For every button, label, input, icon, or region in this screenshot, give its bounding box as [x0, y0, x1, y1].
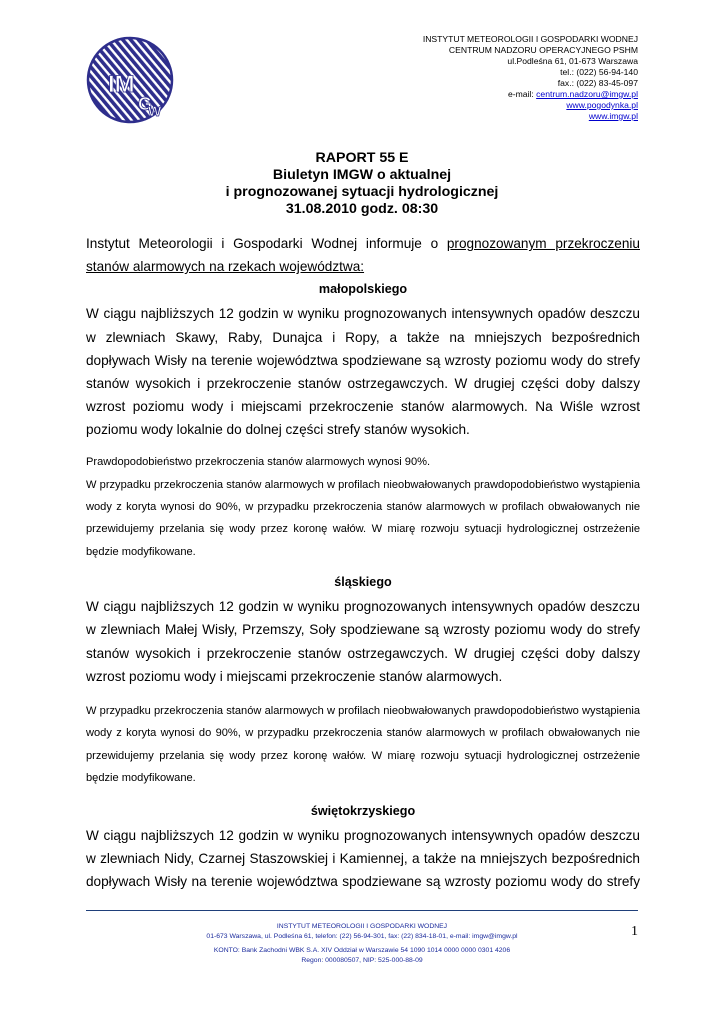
section-text-slaskie: W ciągu najbliższych 12 godzin w wyniku prognozowanych intensywnych opadów deszczu w zlewniach Małej Wisły, Przemszy, Soły spodziewane są wzrosty poziomu wody do strefy stanów wysokich i przekroczenie stanów ostrzegawczych. W drugiej części doby dalszy wzrost poziomu wody i miejscami przekroczenie stanów alarmowych.	[86, 599, 640, 684]
header-email-row	[278, 89, 638, 100]
header-fax: fax.: (022) 83-45-097	[557, 78, 638, 88]
header-address: ul.Podleśna 61, 01-673 Warszawa	[507, 56, 638, 66]
email-label: e-mail:	[507, 89, 537, 99]
header-phone: tel.: (022) 56-94-140	[560, 67, 638, 77]
report-date: 31.08.2010 godz. 08:30	[285, 201, 439, 217]
report-title	[86, 150, 638, 218]
section-heading-malopolskie: małopolskiego	[318, 282, 408, 297]
bulletin-subtitle: i prognozowanej sytuacji hydrologicznej	[225, 184, 499, 200]
logo-letter-g: G	[138, 94, 153, 114]
footer-account: KONTO: Bank Zachodni WBK S.A. XIV Oddział w Warszawie 54 1090 1014 0000 0000 0301 4206	[213, 947, 511, 954]
report-body	[86, 232, 640, 893]
intro-paragraph	[86, 232, 640, 278]
footer-regon: Regon: 000080507, NIP: 525-000-88-09	[301, 956, 423, 964]
header-line: CENTRUM NADZORU OPERACYJNEGO PSHM	[448, 45, 638, 55]
email-link[interactable]: centrum.nadzoru@imgw.pl	[536, 89, 638, 99]
section-heading-slaskie: śląskiego	[334, 575, 392, 590]
imgw-link[interactable]: www.imgw.pl	[588, 111, 638, 121]
logo-letter-w: W	[148, 103, 162, 119]
section-heading-swietokrzyskie: świętokrzyskiego	[310, 803, 416, 818]
section-text-malopolskie: W ciągu najbliższych 12 godzin w wyniku prognozowanych intensywnych opadów deszczu w zlewniach Skawy, Raby, Dunajca i Ropy, a także na mniejszych bezpośrednich dopływach Wisły na terenie województwa spodziewane są wzrosty poziomu wody do strefy stanów wysokich i przekroczenie stanów ostrzegawczych. W drugiej części doby dalszy wzrost poziomu wody i miejscami przekroczenie stanów alarmowych. Na Wiśle wzrost poziomu wody lokalnie do dolnej części strefy stanów wysokich.	[86, 306, 640, 438]
institution-header	[278, 34, 638, 122]
page-footer	[86, 922, 638, 965]
report-number: RAPORT 55 E	[315, 150, 409, 166]
footer-divider	[86, 910, 638, 911]
imgw-logo	[86, 36, 174, 124]
logo-letters-im: IM	[108, 71, 135, 98]
section-note-slaskie: W przypadku przekroczenia stanów alarmowych w profilach nieobwałowanych prawdopodobieństwo wystąpienia wody z koryta wynosi do 90%, w przypadku przekroczenia stanów alarmowych w profilach obwałowanych nie przewidujemy przelania się wody przez koronę wałów. W miarę rozwoju sytuacji hydrologicznej ostrzeżenie będzie modyfikowane.	[86, 705, 640, 785]
pogodynka-link[interactable]: www.pogodynka.pl	[566, 100, 638, 110]
footer-institution: INSTYTUT METEOROLOGII I GOSPODARKI WODNEJ	[276, 923, 448, 930]
header-line: INSTYTUT METEOROLOGII I GOSPODARKI WODNEJ	[422, 34, 638, 44]
section-text-swietokrzyskie: W ciągu najbliższych 12 godzin w wyniku prognozowanych intensywnych opadów deszczu w zlewniach Nidy, Czarnej Staszowskiej i Kamiennej, a także na mniejszych bezpośrednich dopływach Wisły na terenie województwa spodziewane są wzrosty poziomu wody do strefy	[86, 827, 640, 890]
footer-address: 01-673 Warszawa, ul. Podleśna 61, telefon: (22) 56-94-301, fax: (22) 834-18-01, e-mail: imgw@imgw.pl	[206, 932, 518, 940]
page-number: 1	[631, 924, 638, 939]
bulletin-title: Biuletyn IMGW o aktualnej	[272, 167, 452, 183]
section-note-malopolskie: W przypadku przekroczenia stanów alarmowych w profilach nieobwałowanych prawdopodobieństwo wystąpienia wody z koryta wynosi do 90%, w przypadku przekroczenia stanów alarmowych w profilach obwałowanych nie przewidujemy przelania się wody przez koronę wałów. W miarę rozwoju sytuacji hydrologicznej ostrzeżenie będzie modyfikowane.	[86, 478, 640, 558]
probability-note: Prawdopodobieństwo przekroczenia stanów alarmowych wynosi 90%.	[86, 455, 431, 468]
intro-underlined: prognozowanym przekroczeniu stanów alarmowych na rzekach województwa:	[86, 236, 640, 275]
intro-text: Instytut Meteorologii i Gospodarki Wodnej informuje o	[86, 236, 447, 251]
